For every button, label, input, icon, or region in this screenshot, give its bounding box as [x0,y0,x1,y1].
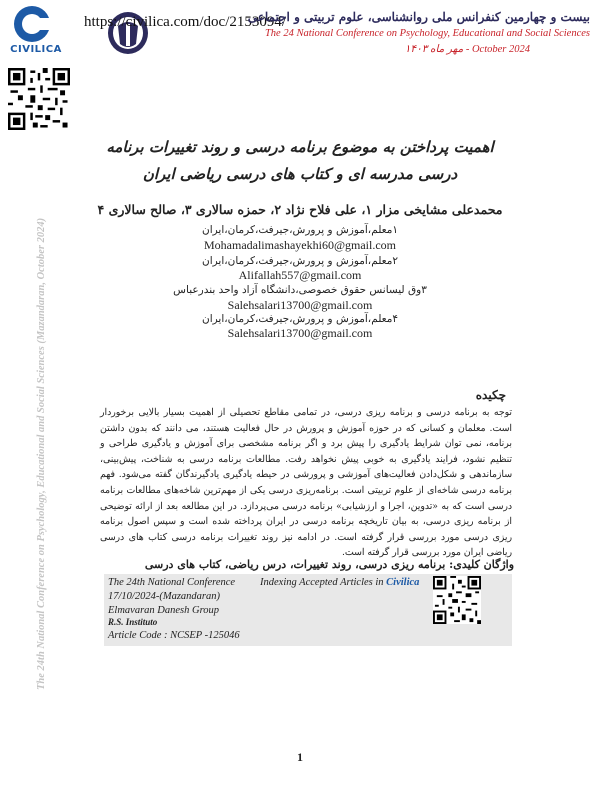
affiliation-4: ۴معلم،آموزش و پرورش،جیرفت،کرمان،ایران [202,313,398,325]
conference-title-en: The 24 National Conference on Psychology, Educational and Social Sciences [264,28,590,39]
index-institute-line: R.S. Instituto [108,617,158,627]
affiliation-2: ۲معلم،آموزش و پرورش،جیرفت،کرمان،ایران [202,255,398,267]
indexing-brand[interactable]: Civilica [386,577,420,588]
affiliation-1: ۱معلم،آموزش و پرورش،جیرفت،کرمان،ایران [202,224,398,236]
index-group-line: Elmavaran Danesh Group [108,605,220,616]
conference-title-fa: بیست و چهارمین کنفرانس ملی روانشناسی، علوم تربیتی و اجتماعی [247,10,590,24]
article-code: Article Code : NCSEP -125046 [108,630,240,641]
document-url[interactable]: https://civilica.com/doc/2153094/ [84,14,287,30]
paper-title: اهمیت پرداختن به موضوع برنامه درسی و روند تغییرات برنامه درسی مدرسه ای و کتاب های درسی ریاضی ایران [106,138,494,183]
author-list: محمدعلی مشایخی مزار ۱، علی فلاح نژاد ۲، حمزه سالاری ۳، صالح سالاری ۴ [97,202,503,217]
author-email-3[interactable]: Salehsalari13700@gmail.com [227,298,373,312]
qr-code-icon [433,576,481,624]
keywords: واژگان کلیدی: برنامه ریزی درسی، روند تغییرات، درس ریاضی، کتاب های درسی [144,558,514,571]
abstract-heading: چکیده [475,388,506,402]
index-conference-line: The 24th National Conference [108,577,236,588]
side-watermark: The 24th National Conference on Psychology, Educational and Social Sciences (Mazandaran, October 2024) [36,217,47,690]
civilica-brand-text: CIVILICA [10,44,62,55]
indexing-label: Indexing Accepted Articles in Civilica [260,577,420,588]
qr-code-icon [8,68,70,130]
author-email-2[interactable]: Alifallah557@gmail.com [238,268,362,282]
author-email-4[interactable]: Salehsalari13700@gmail.com [227,326,373,340]
affiliation-3: ۳وق لیسانس حقوق خصوصی،دانشگاه آزاد واحد بندرعباس [173,284,427,296]
conference-date: October 2024 - مهر ماه ۱۴۰۳ [404,44,530,55]
page-number: 1 [297,750,303,764]
index-date-line: 17/10/2024-(Mazandaran) [108,591,220,602]
abstract-text: توجه به برنامه درسی و برنامه ریزی درسی، در تمامی مقاطع تحصیلی از اهمیت بسیار بالایی برخوردار است. معلمان و کسانی که در حوزه آموزش و پرورش در حال فعالیت هستند، می دانند که بدون داشتن برنامه، نمی توان شرایط یادگیری را پیش برد و اگر برنامه مشخصی برای آموزش و یادگیری طراحی و تنظیم نشود، فرایند یادگیری به خوبی پیش نخواهد رفت. مطالعات برنامه درسی به شناخت، پیش‌بینی، سازماندهی و شکل‌دادن فعالیت‌های آموزشی و پرورشی در حیطه یادگیری یادگیرندگان گفته می‌شود. فهم برنامه درسی شاخه‌ای از علوم تربیتی است. برنامه‌ریزی درسی یکی از مهم‌ترین شاخه‌های مطالعات برنامه درسی است که به «تدوین، اجرا و ارزشیابی» برنامه درسی می‌پردازد. در این مطالعه بعد از ارائه توضیحی از برنامه ریزی درسی، به بیان تاریخچه برنامه درسی در ایران پرداخته شده است و سپس اصول برنامه ریزی درسی مورد بررسی قرار گرفته است. در ادامه نیز روند تغییرات برنامه درسی کتاب های درسی ریاضی ایران مورد بررسی قرار گرفته است. [100,407,512,559]
civilica-logo [6,6,62,60]
author-email-1[interactable]: Mohamadalimashayekhi60@gmail.com [203,238,396,252]
